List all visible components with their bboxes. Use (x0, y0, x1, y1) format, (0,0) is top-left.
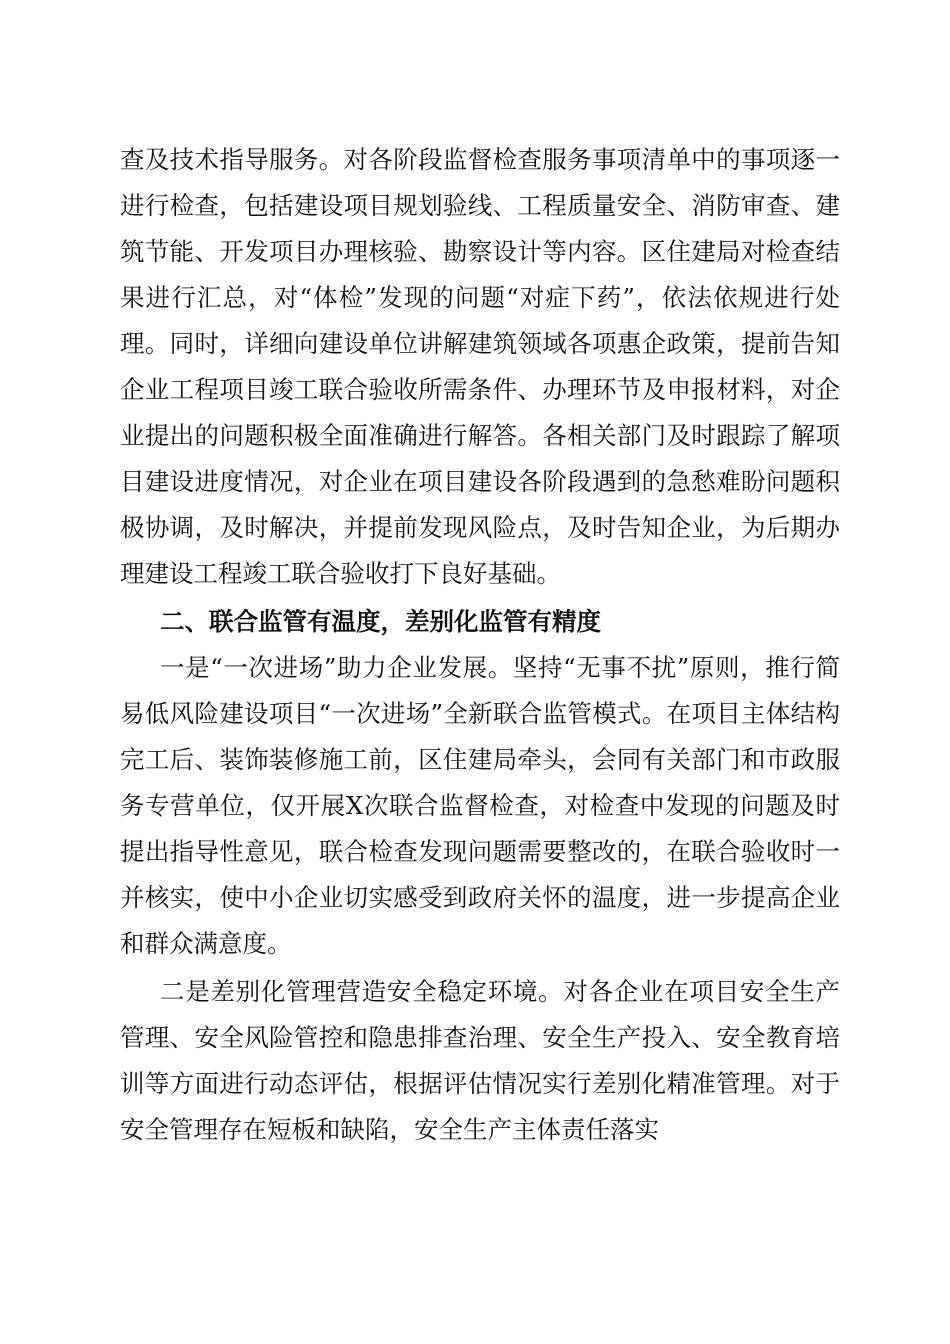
paragraph-continued: 查及技术指导服务。对各阶段监督检查服务事项清单中的事项逐一进行检查，包括建设项目规划验线、工程质量安全、消防审查、建筑节能、开发项目办理核验、勘察设计等内容。区住建局对检查结果进行汇总，对“体检”发现的问题“对症下药”，依法依规进行处理。同时，详细向建设单位讲解建筑领域各项惠企政策，提前告知企业工程项目竣工联合验收所需条件、办理环节及申报材料，对企业提出的问题积极全面准确进行解答。各相关部门及时跟踪了解项目建设进度情况，对企业在项目建设各阶段遇到的急愁难盼问题积极协调，及时解决，并提前发现风险点，及时告知企业，为后期办理建设工程竣工联合验收打下良好基础。 (120, 145, 840, 588)
document-body (120, 137, 840, 1153)
paragraph-one-entry: 一是“一次进场”助力企业发展。坚持“无事不扰”原则，推行简易低风险建设项目“一次进场”全新联合监管模式。在项目主体结构完工后、装饰装修施工前，区住建局牵头，会同有关部门和市政服务专营单位，仅开展X次联合监督检查，对检查中发现的问题及时提出指导性意见，联合检查发现问题需要整改的，在联合验收时一并核实，使中小企业切实感受到政府关怀的温度，进一步提高企业和群众满意度。 (120, 653, 840, 958)
paragraph-differentiated-management: 二是差别化管理营造安全稳定环境。对各企业在项目安全生产管理、安全风险管控和隐患排查治理、安全生产投入、安全教育培训等方面进行动态评估，根据评估情况实行差别化精准管理。对于安全管理存在短板和缺陷，安全生产主体责任落实 (120, 977, 840, 1144)
section-heading: 二、联合监管有温度，差别化监管有精度 (160, 607, 601, 636)
